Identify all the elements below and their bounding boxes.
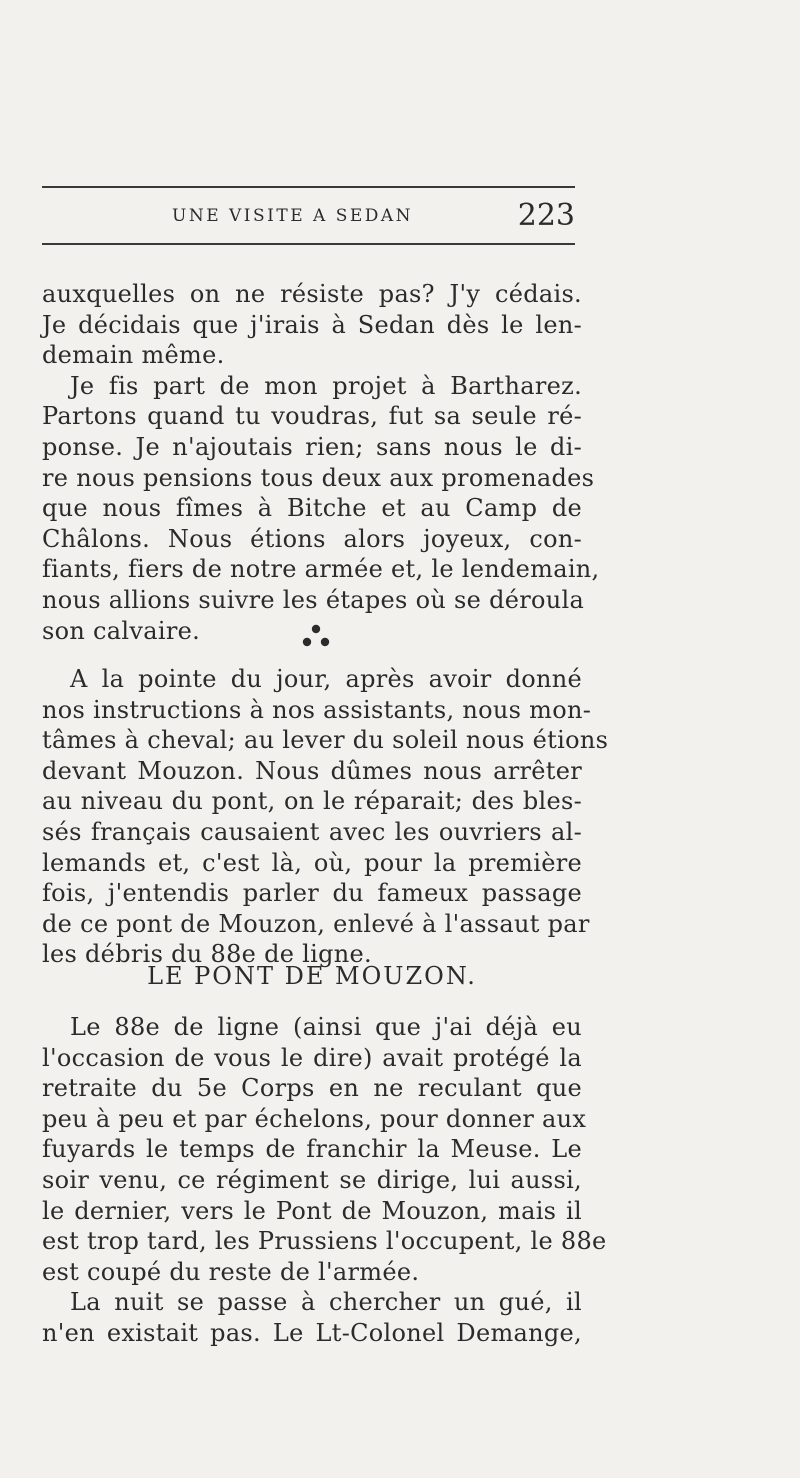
text-line: devant Mouzon. Nous dûmes nous arrêter (42, 756, 582, 785)
running-head (42, 198, 575, 238)
text-line: que nous fîmes à Bitche et au Camp de (42, 494, 582, 523)
text-line: l'occasion de vous le dire) avait protégé la (42, 1043, 582, 1072)
text-line: peu à peu et par échelons, pour donner aux (42, 1104, 587, 1133)
text-line: re nous pensions tous deux aux promenades (42, 463, 595, 492)
text-line: Je fis part de mon projet à Bartharez. (70, 371, 582, 400)
text-block-bottom (42, 1012, 607, 1349)
text-line: nous allions suivre les étapes où se déroula (42, 585, 585, 614)
text-line: ponse. Je n'ajoutais rien; sans nous le di- (42, 432, 582, 461)
text-line: Partons quand tu voudras, fut sa seule ré- (42, 402, 582, 431)
asterism-ornament (296, 621, 336, 651)
text-line: est trop tard, les Prussiens l'occupent, le 88e (42, 1227, 607, 1256)
header-rule-top (42, 186, 575, 188)
text-line: retraite du 5e Corps en ne reculant que (42, 1074, 582, 1103)
text-line: Je décidais que j'irais à Sedan dès le len- (42, 310, 582, 339)
header-rule-bottom (42, 243, 575, 245)
text-line: La nuit se passe à chercher un gué, il (70, 1288, 582, 1317)
text-line: soir venu, ce régiment se dirige, lui aussi, (42, 1165, 582, 1194)
text-line: lemands et, c'est là, où, pour la première (42, 848, 582, 877)
text-line: nos instructions à nos assistants, nous mon- (42, 695, 592, 724)
text-line: le dernier, vers le Pont de Mouzon, mais il (42, 1196, 582, 1225)
text-line: au niveau du pont, on le réparait; des bles- (42, 787, 582, 816)
text-line: A la pointe du jour, après avoir donné (70, 665, 582, 693)
text-line: fiants, fiers de notre armée et, le lendemain, (42, 555, 600, 584)
text-line: de ce pont de Mouzon, enlevé à l'assaut par (42, 909, 590, 938)
text-line: Le 88e de ligne (ainsi que j'ai déjà eu (70, 1013, 582, 1041)
section-heading: LE PONT DE MOUZON. (147, 962, 477, 990)
text-line: sés français causaient avec les ouvriers al- (42, 817, 582, 846)
text-line: n'en existait pas. Le Lt-Colonel Demange, (42, 1318, 582, 1347)
text-line: Châlons. Nous étions alors joyeux, con- (42, 524, 582, 553)
text-line: fois, j'entendis parler du fameux passage (42, 879, 582, 908)
text-line: demain même. (42, 341, 225, 370)
text-line: est coupé du reste de l'armée. (42, 1257, 420, 1286)
page-number: 223 (517, 198, 575, 233)
text-line: les débris du 88e de ligne. (42, 940, 372, 969)
text-block-top (42, 279, 600, 646)
text-line: tâmes à cheval; au lever du soleil nous étions (42, 726, 609, 755)
text-line: fuyards le temps de franchir la Meuse. Le (42, 1135, 582, 1164)
text-line: auxquelles on ne résiste pas? J'y cédais. (42, 280, 582, 308)
running-title: UNE VISITE A SEDAN (172, 206, 414, 226)
text-block-middle (42, 664, 609, 970)
text-line: son calvaire. (42, 616, 201, 645)
